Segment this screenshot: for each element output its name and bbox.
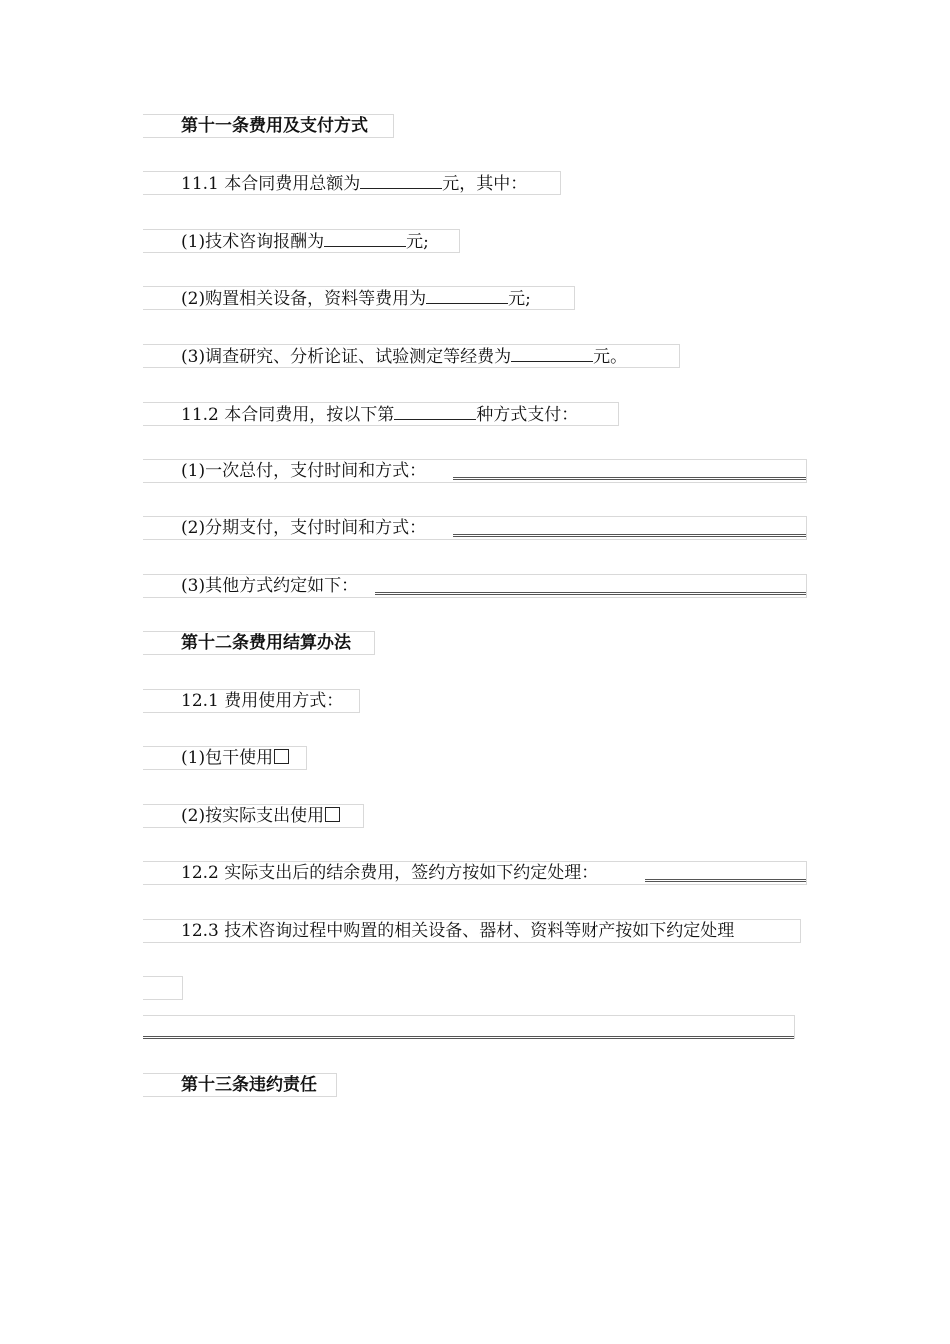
clause-11-2-prefix: 11.2 本合同费用，按以下第 xyxy=(181,405,395,425)
item-research-fee-label: (3)调查研究、分析论证、试验测定等经费为 xyxy=(181,347,512,367)
option-lump-sum-use-label: (1)包干使用 xyxy=(181,748,274,768)
consulting-fee-blank[interactable] xyxy=(324,230,406,247)
clause-12-2-label: 12.2 实际支出后的结余费用，签约方按如下约定处理： xyxy=(181,863,599,883)
clause-11-1 xyxy=(143,171,561,195)
payment-other xyxy=(143,574,807,598)
property-handling-blank[interactable] xyxy=(143,1036,794,1039)
equipment-fee-blank[interactable] xyxy=(426,287,508,304)
option-lump-sum-use xyxy=(143,746,307,770)
clause-12-1 xyxy=(143,689,360,713)
item-research-fee xyxy=(143,344,680,368)
total-amount-blank[interactable] xyxy=(360,172,442,189)
actual-use-checkbox[interactable] xyxy=(325,807,340,822)
clause-11-1-suffix: 元，其中： xyxy=(442,174,528,194)
article-12-title: 第十二条费用结算办法 xyxy=(181,633,351,653)
balance-handling-blank[interactable] xyxy=(645,879,806,882)
payment-installment xyxy=(143,516,807,540)
lump-sum-use-checkbox[interactable] xyxy=(274,749,289,764)
clause-12-2 xyxy=(143,861,807,885)
clause-12-1-label: 12.1 费用使用方式： xyxy=(181,691,344,711)
research-fee-blank[interactable] xyxy=(511,345,593,362)
payment-lump-sum-label: (1)一次总付，支付时间和方式： xyxy=(181,461,427,481)
payment-lump-sum xyxy=(143,459,807,483)
clause-11-1-prefix: 11.1 本合同费用总额为 xyxy=(181,174,361,194)
other-method-blank[interactable] xyxy=(375,592,806,595)
clause-11-2-suffix: 种方式支付： xyxy=(476,405,579,425)
item-equipment-fee xyxy=(143,286,575,310)
item-consulting-fee-suffix: 元; xyxy=(406,232,429,252)
payment-installment-label: (2)分期支付，支付时间和方式： xyxy=(181,518,427,538)
article-11-heading xyxy=(143,114,394,138)
property-handling-line xyxy=(143,1015,795,1039)
article-12-heading xyxy=(143,631,375,655)
payment-method-blank[interactable] xyxy=(394,403,476,420)
item-equipment-fee-label: (2)购置相关设备，资料等费用为 xyxy=(181,289,427,309)
option-actual-use-label: (2)按实际支出使用 xyxy=(181,806,325,826)
item-consulting-fee-label: (1)技术咨询报酬为 xyxy=(181,232,325,252)
clause-12-3-label: 12.3 技术咨询过程中购置的相关设备、器材、资料等财产按如下约定处理 xyxy=(181,921,735,941)
article-13-heading xyxy=(143,1073,337,1097)
article-13-title: 第十三条违约责任 xyxy=(181,1075,317,1095)
option-actual-use xyxy=(143,804,364,828)
empty-line-box xyxy=(143,976,183,1000)
installment-blank[interactable] xyxy=(453,534,806,537)
clause-12-3 xyxy=(143,919,801,943)
item-consulting-fee xyxy=(143,229,460,253)
lump-sum-blank[interactable] xyxy=(453,477,806,480)
payment-other-label: (3)其他方式约定如下： xyxy=(181,576,359,596)
clause-11-2 xyxy=(143,402,619,426)
item-equipment-fee-suffix: 元; xyxy=(508,289,531,309)
article-11-title: 第十一条费用及支付方式 xyxy=(181,116,368,136)
item-research-fee-suffix: 元。 xyxy=(593,347,628,367)
